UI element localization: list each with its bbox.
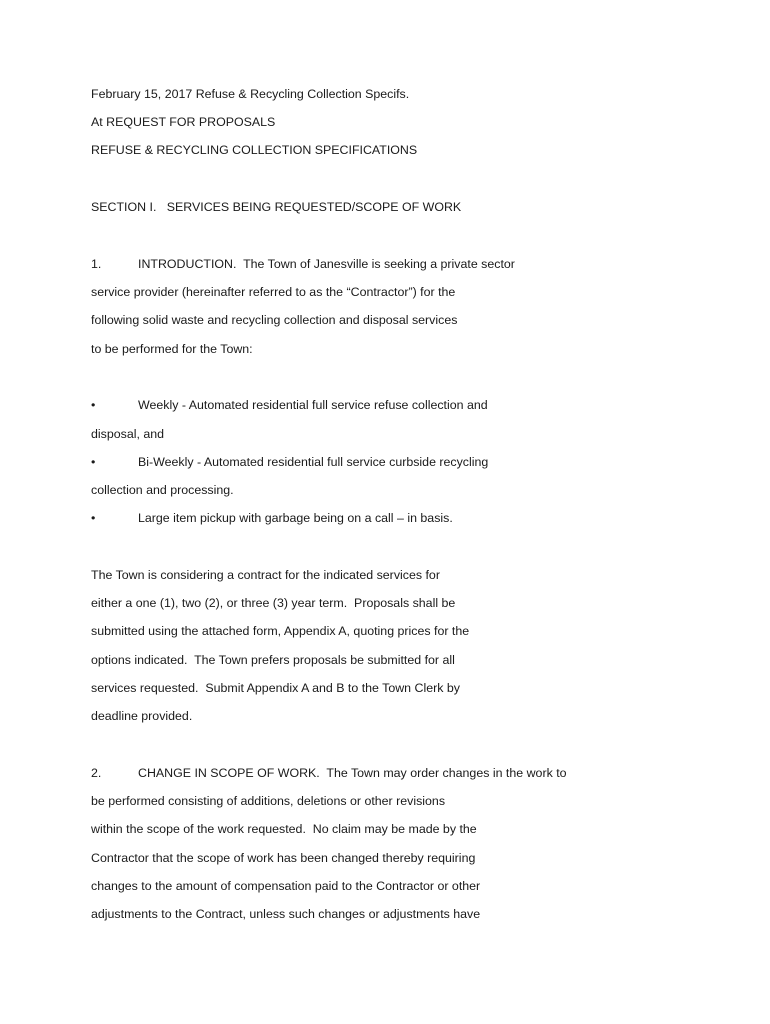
bullet-text: Large item pickup with garbage being on a call – in basis. [138, 511, 453, 525]
para1-line: service provider (hereinafter referred to as the “Contractor”) for the [91, 285, 456, 299]
town-para-line: submitted using the attached form, Appendix A, quoting prices for the [91, 624, 470, 638]
date-line: February 15, 2017 Refuse & Recycling Collection Specifs. [91, 87, 410, 101]
section-title: SECTION I. SERVICES BEING REQUESTED/SCOPE OF WORK [91, 200, 462, 214]
town-para-line: services requested. Submit Appendix A and B to the Town Clerk by [91, 681, 460, 695]
town-para-line: The Town is considering a contract for the indicated services for [91, 568, 440, 582]
para2-number: 2. [91, 766, 102, 780]
bullet-symbol: • [91, 455, 96, 469]
town-para-line: either a one (1), two (2), or three (3) year term. Proposals shall be [91, 596, 456, 610]
spec-heading: REFUSE & RECYCLING COLLECTION SPECIFICATIONS [91, 143, 418, 157]
para1-number: 1. [91, 257, 102, 271]
para2-line: Contractor that the scope of work has been changed thereby requiring [91, 851, 476, 865]
bullet-text: Bi-Weekly - Automated residential full service curbside recycling [138, 455, 489, 469]
para2-line: adjustments to the Contract, unless such changes or adjustments have [91, 907, 481, 921]
town-para-line: deadline provided. [91, 709, 193, 723]
town-para-line: options indicated. The Town prefers proposals be submitted for all [91, 653, 455, 667]
bullet-symbol: • [91, 511, 96, 525]
para2-line: within the scope of the work requested. No claim may be made by the [91, 822, 477, 836]
para2-line: changes to the amount of compensation paid to the Contractor or other [91, 879, 481, 893]
para2-line: be performed consisting of additions, deletions or other revisions [91, 794, 446, 808]
rfp-heading: At REQUEST FOR PROPOSALS [91, 115, 276, 129]
bullet-text: Weekly - Automated residential full service refuse collection and [138, 398, 488, 412]
para2-line: CHANGE IN SCOPE OF WORK. The Town may order changes in the work to [138, 766, 567, 780]
para1-line: following solid waste and recycling collection and disposal services [91, 313, 458, 327]
bullet-text-continued: collection and processing. [91, 483, 234, 497]
para1-line: to be performed for the Town: [91, 342, 253, 356]
bullet-symbol: • [91, 398, 96, 412]
para1-line: INTRODUCTION. The Town of Janesville is seeking a private sector [138, 257, 515, 271]
bullet-text-continued: disposal, and [91, 427, 165, 441]
